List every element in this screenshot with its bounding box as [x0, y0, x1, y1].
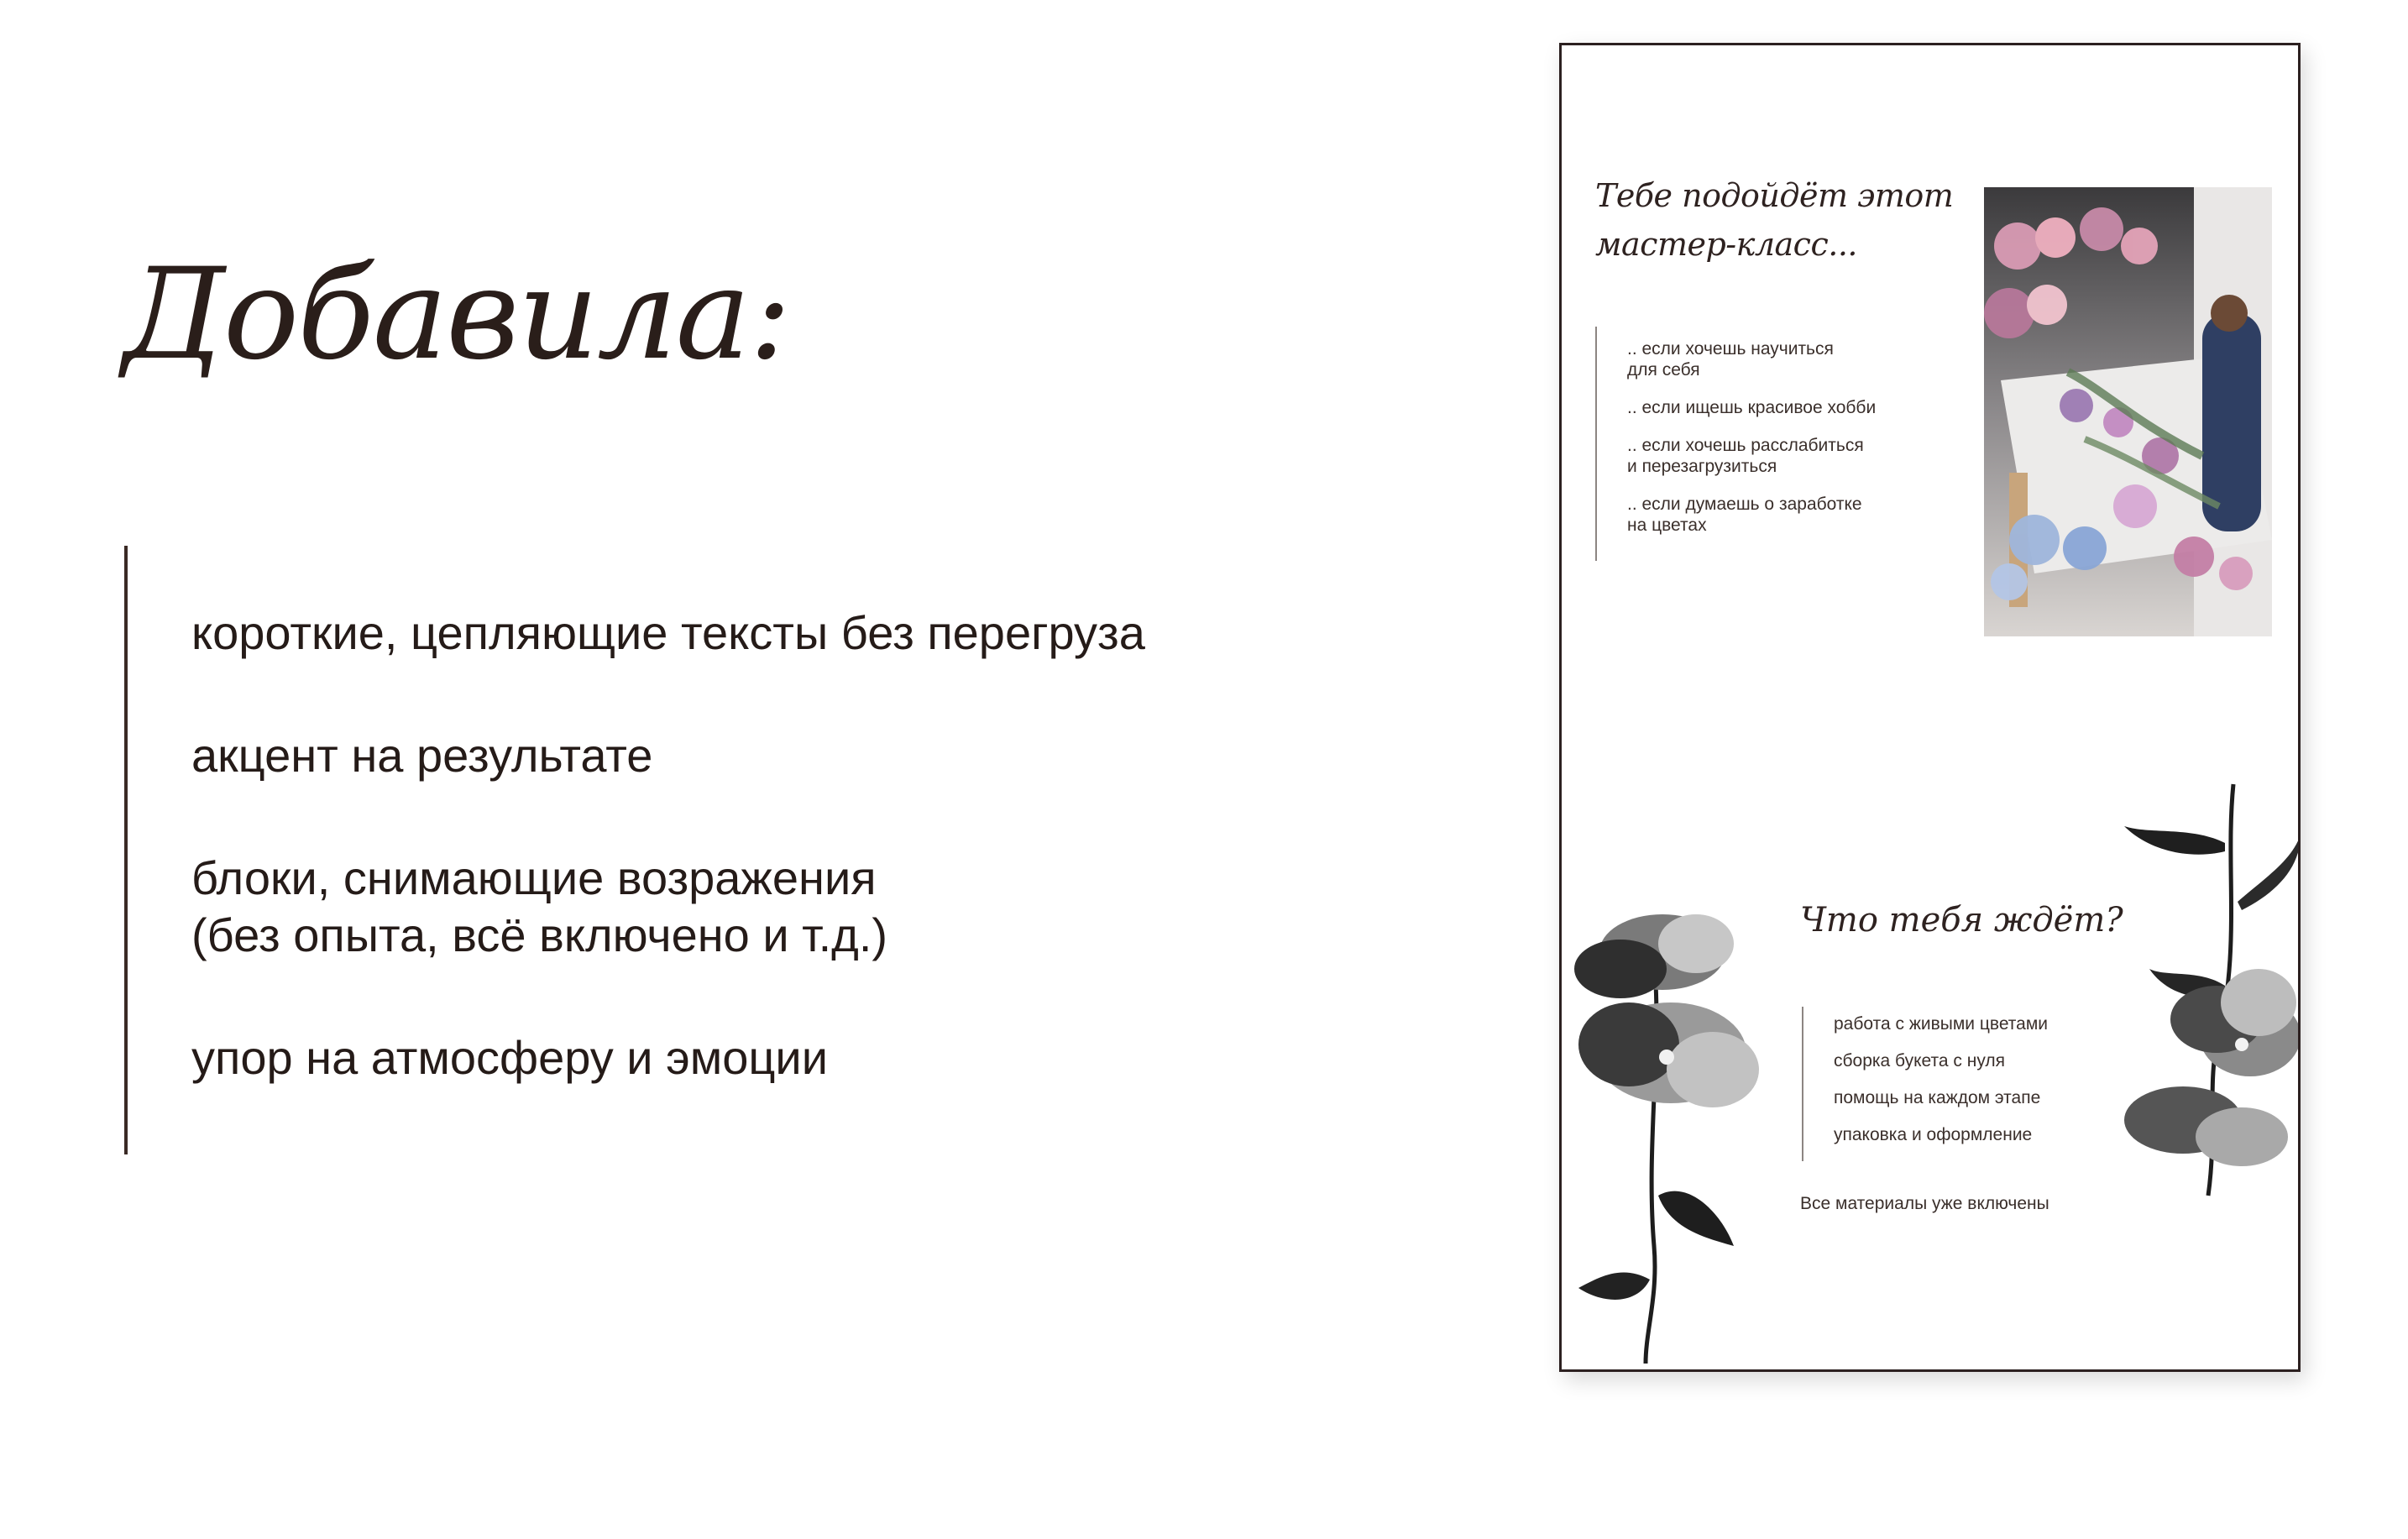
landing-mockup	[1559, 43, 2301, 1372]
expect-item: упаковка и оформление	[1834, 1125, 2033, 1144]
feature-item: акцент на результате	[191, 729, 653, 782]
hibiscus-illustration	[1562, 910, 1763, 1364]
feature-item: блоки, снимающие возражения (без опыта, всё включено и т.д.)	[191, 851, 888, 961]
feature-item: упор на атмосферу и эмоции	[191, 1031, 828, 1084]
audience-list	[1595, 327, 1913, 561]
expect-heading: Что тебя ждёт?	[1800, 901, 2123, 940]
audience-item: .. если думаешь о заработке на цветах	[1627, 495, 1862, 535]
feature-list	[191, 605, 1145, 1152]
materials-note: Все материалы уже включены	[1800, 1194, 2049, 1213]
hibiscus-illustration	[2116, 767, 2301, 1204]
audience-item: .. если ищешь красивое хобби	[1627, 398, 1877, 417]
feature-item: короткие, цепляющие тексты без перегруза	[191, 606, 1145, 659]
audience-item: .. если хочешь расслабиться и перезагрузиться	[1627, 436, 1864, 476]
expect-item: работа с живыми цветами	[1834, 1014, 2049, 1034]
feature-block	[124, 546, 1303, 1154]
expect-list	[1802, 1007, 2111, 1161]
audience-item: .. если хочешь научиться для себя	[1627, 339, 1834, 380]
audience-heading: Тебе подойдёт этот мастер-класс...	[1595, 177, 1954, 263]
expect-item: сборка букета с нуля	[1834, 1051, 2006, 1070]
florist-photo	[1984, 187, 2272, 636]
expect-item: помощь на каждом этапе	[1834, 1088, 2041, 1107]
page-title: Добавила:	[123, 242, 790, 388]
